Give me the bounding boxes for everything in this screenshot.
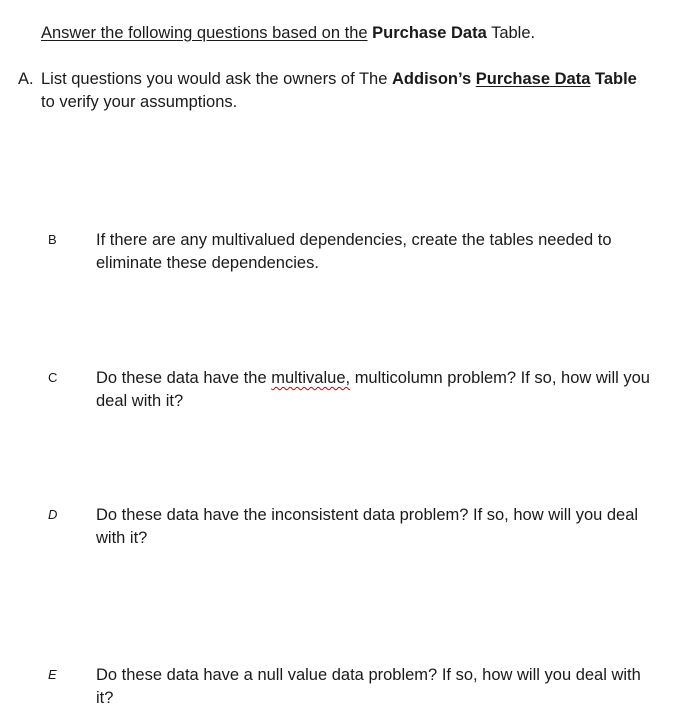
- question-c-suffix: multicolumn problem? If so, how will you: [354, 369, 650, 387]
- instructions-tail-text: Table.: [491, 24, 536, 42]
- question-c-prefix: Do these data have the: [96, 369, 267, 387]
- question-d-marker: D: [48, 507, 58, 522]
- question-c-line-1: [96, 367, 650, 389]
- spellcheck-flagged-word: multivalue,: [271, 369, 351, 387]
- question-e-marker: E: [48, 667, 57, 682]
- instructions-underlined-text: Answer the following questions based on the: [41, 24, 368, 42]
- question-b-line-1: If there are any multivalued dependencies, create the tables needed to: [96, 231, 612, 249]
- question-b-line-2: eliminate these dependencies.: [96, 254, 319, 272]
- question-e-line-1: Do these data have a null value data problem? If so, how will you deal with: [96, 666, 641, 684]
- question-a-bold-underlined: Purchase Data: [475, 70, 591, 88]
- question-a-prefix: List questions you would ask the owners of The: [41, 70, 388, 88]
- question-a-line-1: [41, 68, 637, 90]
- question-d-line-1: Do these data have the inconsistent data problem? If so, how will you deal: [96, 506, 639, 524]
- question-c-marker: C: [48, 370, 58, 385]
- instructions-bold-text: Purchase Data: [372, 24, 487, 42]
- question-d-line-2: with it?: [96, 529, 148, 547]
- question-a-marker: A.: [18, 70, 34, 88]
- question-a-line-2: to verify your assumptions.: [41, 93, 238, 111]
- question-e-line-2: it?: [96, 689, 114, 707]
- question-a-bold-tail: Table: [594, 70, 637, 88]
- question-c-line-2: deal with it?: [96, 392, 184, 410]
- question-a-bold-name: Addison’s: [392, 70, 472, 88]
- instructions-line: [41, 22, 535, 44]
- question-b-marker: B: [48, 232, 57, 247]
